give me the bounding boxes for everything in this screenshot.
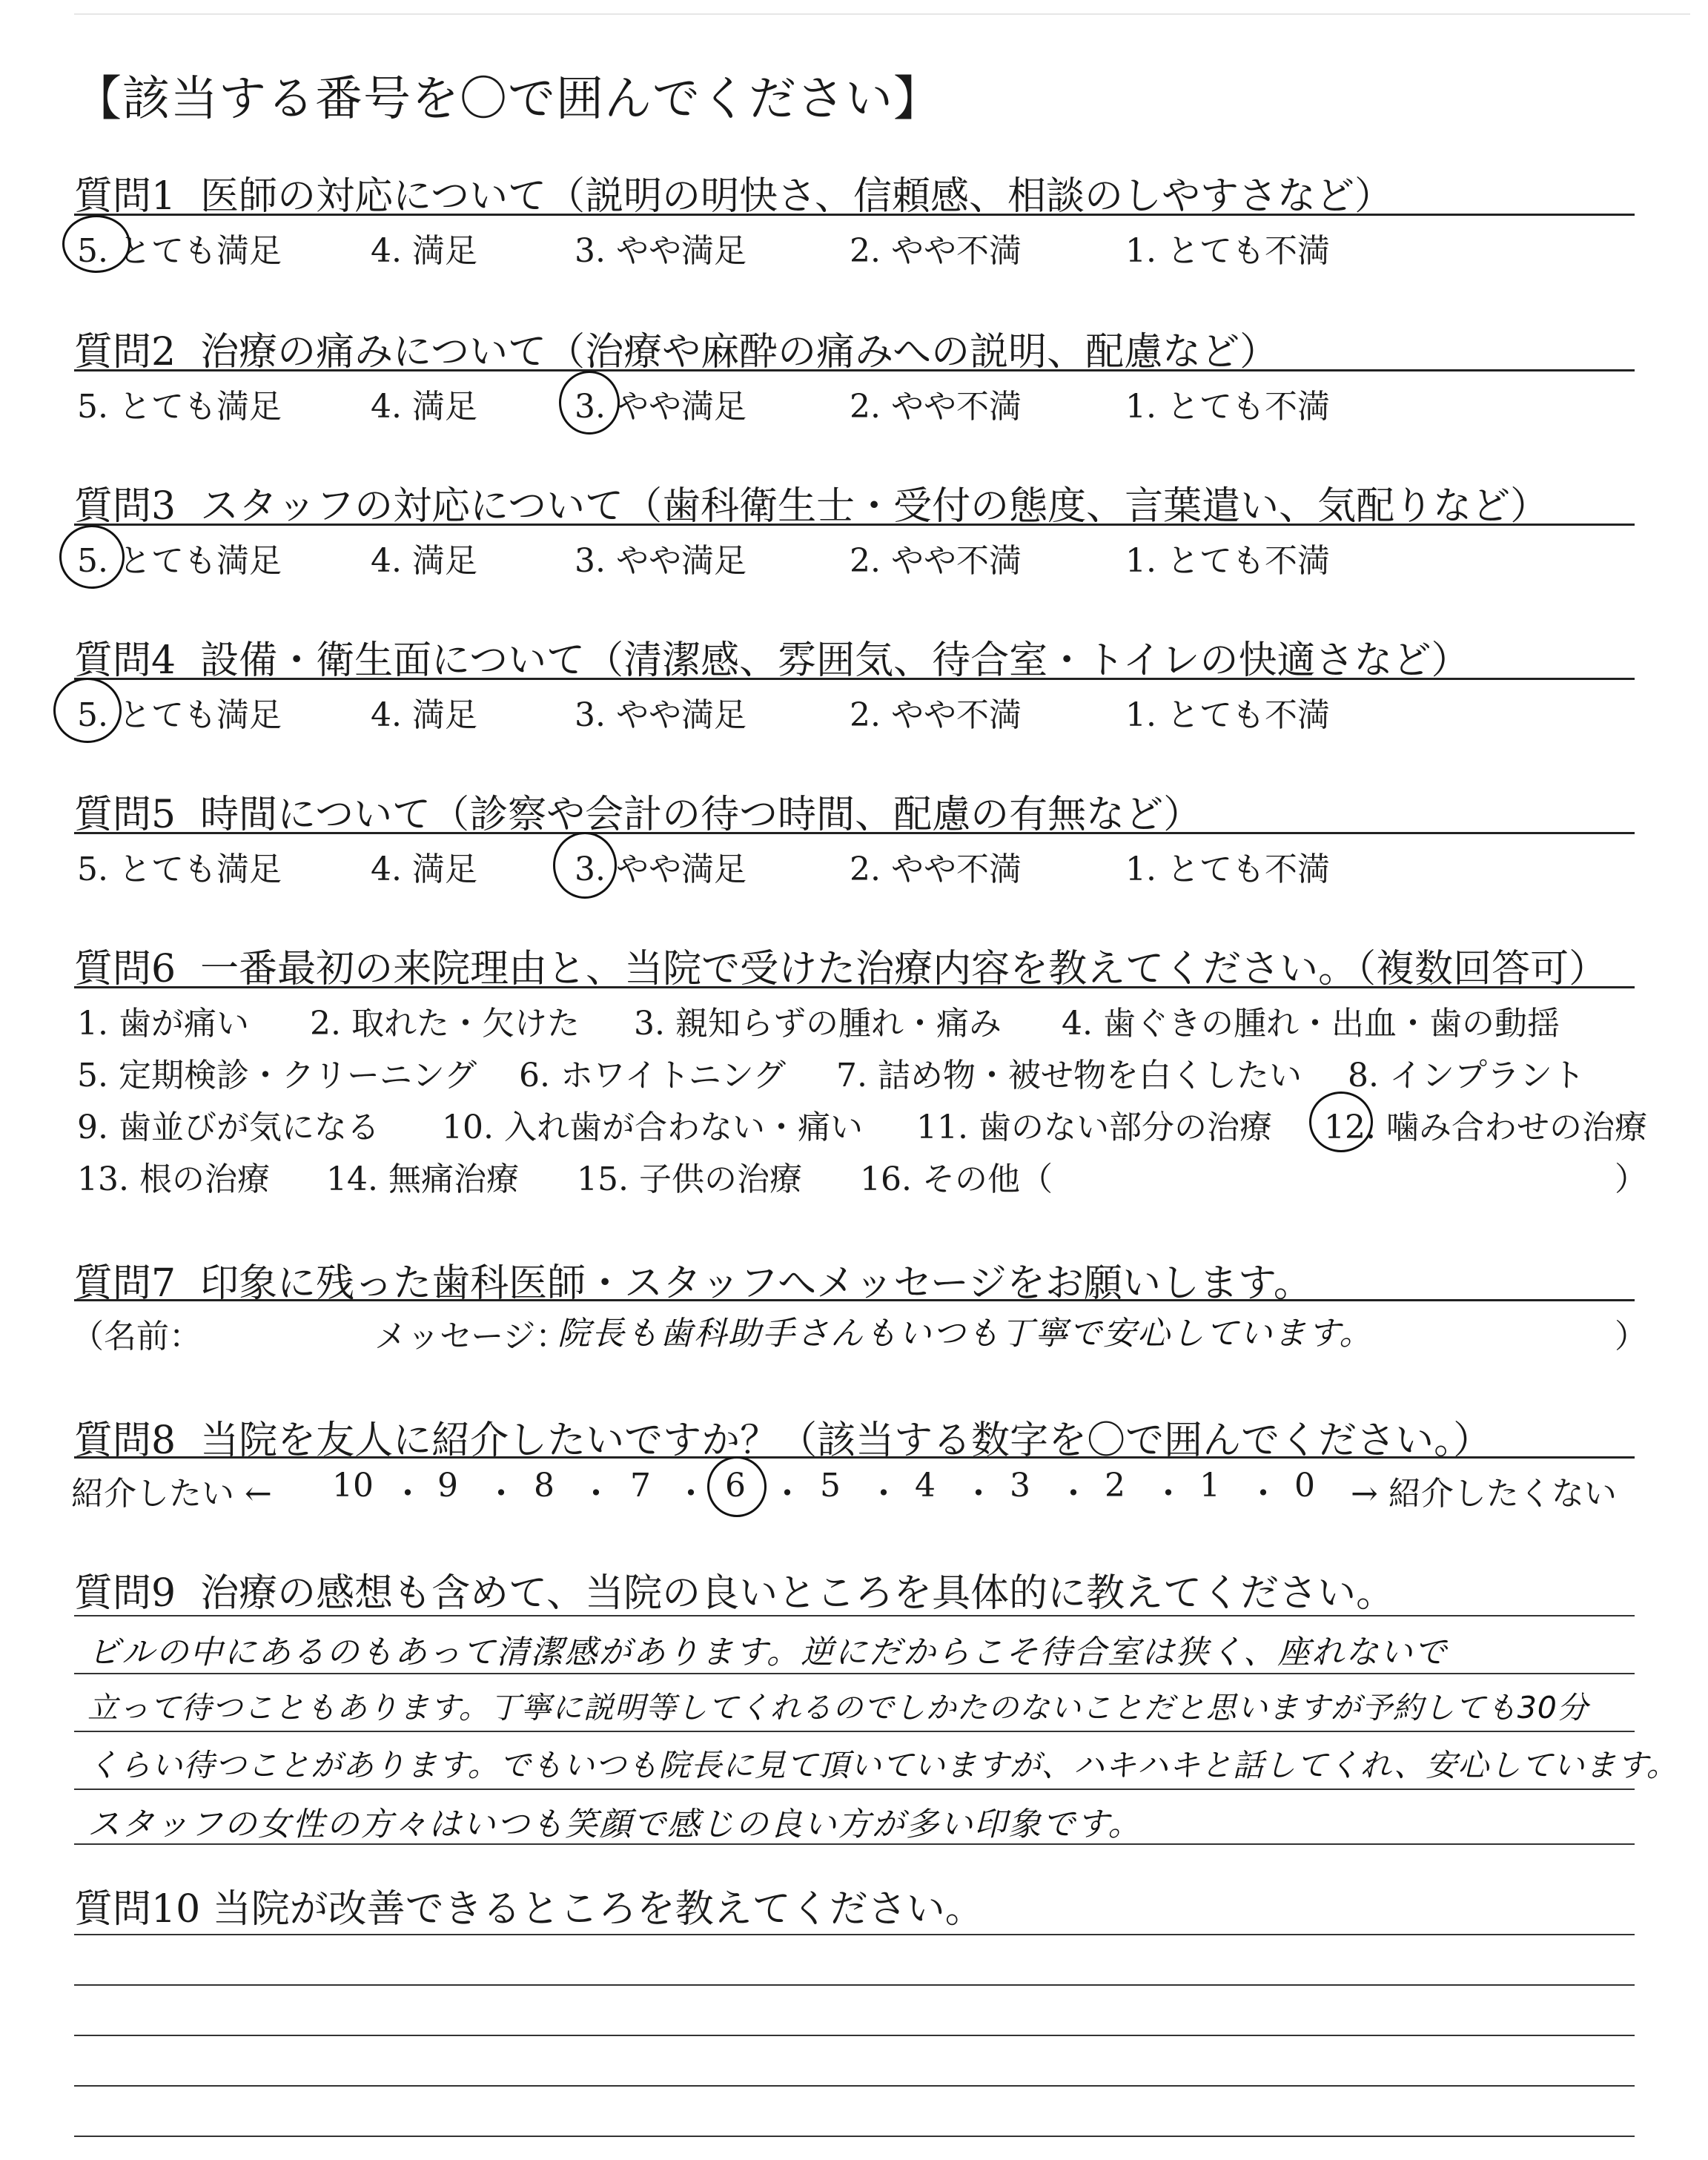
q8-scale-5[interactable]: 5 (820, 1467, 841, 1505)
q6-option-6[interactable]: 6. ホワイトニング (519, 1057, 787, 1094)
q2-option-1[interactable]: 1. とても不満 (1125, 388, 1330, 426)
q5-option-3[interactable]: 3. やや満足 (575, 851, 747, 888)
q9-line (74, 1673, 1635, 1674)
q10-line (74, 2085, 1635, 2087)
question-3: 質問3 スタッフの対応について（歯科衛生士・受付の態度、言葉遣い、気配りなど） (74, 484, 1549, 529)
q2-option-4[interactable]: 4. 満足 (371, 388, 477, 426)
q7-name-label: （名前： (71, 1318, 202, 1355)
q4-option-4[interactable]: 4. 満足 (371, 696, 477, 734)
q1-option-5[interactable]: 5. とても満足 (77, 232, 282, 270)
question-8: 質問8 当院を友人に紹介したいですか？（該当する数字を〇で囲んでください。） (74, 1418, 1492, 1463)
question-4: 質問4 設備・衛生面について（清潔感、雰囲気、待合室・トイレの快適さなど） (74, 638, 1470, 683)
q8-dot: ・ (391, 1475, 424, 1513)
q1-option-3[interactable]: 3. やや満足 (575, 232, 747, 270)
q6-option-8[interactable]: 8. インプラント (1348, 1057, 1585, 1094)
q10-line (74, 1934, 1635, 1935)
question-10: 質問10 当院が改善できるところを教えてください。 (74, 1887, 984, 1932)
q6-option-15[interactable]: 15. 子供の治療 (577, 1160, 802, 1198)
q8-scale-10[interactable]: 10 (332, 1467, 374, 1505)
q8-dot: ・ (485, 1475, 517, 1513)
q8-scale-8[interactable]: 8 (534, 1467, 555, 1505)
page-top-edge (74, 13, 1690, 15)
q8-dot: ・ (962, 1475, 995, 1513)
q8-scale-1[interactable]: 1 (1199, 1467, 1220, 1505)
q8-dot: ・ (675, 1475, 707, 1513)
question-1: 質問1 医師の対応について（説明の明快さ、信頼感、相談のしやすさなど） (74, 174, 1394, 219)
question-7: 質問7 印象に残った歯科医師・スタッフへメッセージをお願いします。 (74, 1261, 1312, 1306)
question-9: 質問9 治療の感想も含めて、当院の良いところを具体的に教えてください。 (74, 1571, 1395, 1616)
q8-scale-9[interactable]: 9 (437, 1467, 458, 1505)
question-1-rule (74, 214, 1635, 216)
q8-left-label: 紹介したい ← (71, 1475, 272, 1513)
question-3-rule (74, 524, 1635, 526)
q7-message-handwritten[interactable]: 院長も歯科助手さんもいつも丁寧で安心しています。 (557, 1315, 1374, 1353)
q8-scale-0[interactable]: 0 (1294, 1467, 1315, 1505)
q6-option-9[interactable]: 9. 歯並びが気になる (77, 1109, 380, 1146)
q8-right-label: → 紹介したくない (1351, 1475, 1617, 1513)
q10-line (74, 2136, 1635, 2137)
q10-line (74, 2035, 1635, 2036)
question-2-rule (74, 369, 1635, 371)
q6-other-close-paren: ） (1615, 1160, 1647, 1198)
q6-option-3[interactable]: 3. 親知らずの腫れ・痛み (634, 1005, 1002, 1043)
q8-dot: ・ (1247, 1475, 1280, 1513)
q6-option-16[interactable]: 16. その他（ (860, 1160, 1053, 1198)
q3-option-5[interactable]: 5. とても満足 (77, 542, 282, 580)
question-7-rule (74, 1299, 1635, 1301)
q8-scale-4[interactable]: 4 (915, 1467, 936, 1505)
q8-scale-2[interactable]: 2 (1105, 1467, 1125, 1505)
question-8-rule (74, 1456, 1635, 1459)
q2-option-3[interactable]: 3. やや満足 (575, 388, 747, 426)
q6-option-4[interactable]: 4. 歯ぐきの腫れ・出血・歯の動揺 (1062, 1005, 1560, 1043)
q9-handwritten-line-4[interactable]: スタッフの女性の方々はいつも笑顔で感じの良い方が多い印象です。 (87, 1806, 1142, 1843)
question-5-rule (74, 832, 1635, 834)
q4-option-3[interactable]: 3. やや満足 (575, 696, 747, 734)
q8-dot: ・ (1152, 1475, 1185, 1513)
q8-dot: ・ (771, 1475, 804, 1513)
q4-option-5[interactable]: 5. とても満足 (77, 696, 282, 734)
q9-handwritten-line-2[interactable]: 立って待つこともあります。丁寧に説明等してくれるのでしかたのないことだと思いますが予約しても30分 (87, 1690, 1589, 1725)
q3-option-1[interactable]: 1. とても不満 (1125, 542, 1330, 580)
q7-close-paren: ） (1615, 1318, 1647, 1355)
q1-option-2[interactable]: 2. やや不満 (850, 232, 1022, 270)
q6-option-13[interactable]: 13. 根の治療 (77, 1160, 270, 1198)
q5-option-5[interactable]: 5. とても満足 (77, 851, 282, 888)
q4-option-2[interactable]: 2. やや不満 (850, 696, 1022, 734)
q5-option-1[interactable]: 1. とても不満 (1125, 851, 1330, 888)
q10-line (74, 1984, 1635, 1986)
q6-selected-circle (1309, 1091, 1373, 1152)
q8-dot: ・ (1057, 1475, 1090, 1513)
q6-option-10[interactable]: 10. 入れ歯が合わない・痛い (442, 1109, 863, 1146)
question-2: 質問2 治療の痛みについて（治療や麻酔の痛みへの説明、配慮など） (74, 330, 1279, 374)
q9-line (74, 1789, 1635, 1790)
q3-option-4[interactable]: 4. 満足 (371, 542, 477, 580)
q9-handwritten-line-1[interactable]: ビルの中にあるのもあって清潔感があります。逆にだからこそ待合室は狭く、座れないで (87, 1634, 1449, 1671)
q8-scale-6[interactable]: 6 (725, 1467, 746, 1505)
q5-option-2[interactable]: 2. やや不満 (850, 851, 1022, 888)
q5-option-4[interactable]: 4. 満足 (371, 851, 477, 888)
question-5: 質問5 時間について（診察や会計の待つ時間、配慮の有無など） (74, 793, 1202, 837)
q3-option-2[interactable]: 2. やや不満 (850, 542, 1022, 580)
q4-selected-circle (53, 678, 122, 743)
q1-option-1[interactable]: 1. とても不満 (1125, 232, 1330, 270)
q9-handwritten-line-3[interactable]: くらい待つことがあります。でもいつも院長に見て頂いていますが、ハキハキと話してくれ、安心しています。 (87, 1747, 1678, 1783)
question-6-rule (74, 986, 1635, 988)
q6-option-1[interactable]: 1. 歯が痛い (77, 1005, 249, 1043)
q5-selected-circle (553, 832, 617, 899)
q8-selected-circle (707, 1456, 767, 1517)
q6-option-11[interactable]: 11. 歯のない部分の治療 (916, 1109, 1272, 1146)
page-title: 【該当する番号を〇で囲んでください】 (74, 72, 941, 127)
q9-line-bottom (74, 1843, 1635, 1845)
q6-option-2[interactable]: 2. 取れた・欠けた (310, 1005, 580, 1043)
q2-option-2[interactable]: 2. やや不満 (850, 388, 1022, 426)
q6-option-14[interactable]: 14. 無痛治療 (326, 1160, 519, 1198)
q8-scale-7[interactable]: 7 (630, 1467, 651, 1505)
q1-option-4[interactable]: 4. 満足 (371, 232, 477, 270)
question-4-rule (74, 678, 1635, 680)
q3-option-3[interactable]: 3. やや満足 (575, 542, 747, 580)
q9-line (74, 1731, 1635, 1732)
q8-dot: ・ (867, 1475, 900, 1513)
q8-scale-3[interactable]: 3 (1010, 1467, 1030, 1505)
q3-selected-circle (59, 525, 125, 589)
q6-option-12[interactable]: 12. 噛み合わせの治療 (1324, 1109, 1647, 1146)
q2-option-5[interactable]: 5. とても満足 (77, 388, 282, 426)
q4-option-1[interactable]: 1. とても不満 (1125, 696, 1330, 734)
q6-option-7[interactable]: 7. 詰め物・被せ物を白くしたい (836, 1057, 1302, 1094)
question-6: 質問6 一番最初の来院理由と、当院で受けた治療内容を教えてください。（複数回答可） (74, 947, 1608, 991)
q1-selected-circle (62, 215, 130, 273)
q7-message-label: メッセージ： (374, 1318, 569, 1355)
q2-selected-circle (559, 371, 620, 435)
q9-line-top (74, 1615, 1635, 1616)
q8-dot: ・ (580, 1475, 612, 1513)
q6-option-5[interactable]: 5. 定期検診・クリーニング (77, 1057, 477, 1094)
